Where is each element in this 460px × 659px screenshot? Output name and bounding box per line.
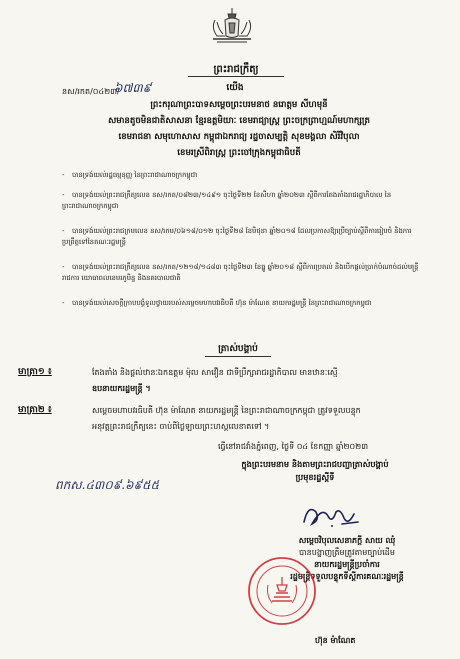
- document-subtitle: យើង: [226, 83, 244, 93]
- preamble-text: បានទ្រង់យល់ព្រះរាជក្រឹត្យលេខ នស/រកត/០៨២៣/១៤៩១ ចុះថ្ងៃទី២២ ខែសីហា ឆ្នាំ២០២៣ ស្តីពីការតែងតាំងរាជរដ្ឋាភិបាល នៃព្រះរាជាណាចក្រកម្ពុជា: [62, 191, 392, 210]
- preamble-text: បានទ្រង់យល់រដ្ឋធម្មនុញ្ញ នៃព្រះរាជាណាចក្រកម្ពុជា: [72, 171, 198, 179]
- issue-date: ធ្វើនៅរាជវាំងភ្នំពេញ, ថ្ងៃទី ០៤ ខែកញ្ញា ឆ្នាំ២០២៣: [218, 442, 369, 451]
- bullet-dash: -: [62, 191, 65, 199]
- official-title-3: រដ្ឋមន្ត្រីទទួលបន្ទុកទីស្តីការគណៈរដ្ឋមន្ត្រី: [290, 572, 404, 581]
- authority-line-1: ក្នុងព្រះបរមនាម និងតាមព្រះរាជបញ្ជាត្រាស់បង្គាប់: [241, 459, 389, 469]
- authority-line-2: ប្រមុខរដ្ឋស្តីទី: [295, 472, 335, 482]
- reference-handwritten-number: ៦៧៣៩: [114, 81, 152, 95]
- document-title: ព្រះរាជក្រឹត្យ: [213, 64, 259, 75]
- article-2-line-2: អនុវត្តព្រះរាជក្រឹត្យនេះ ចាប់ពីថ្ងៃឡាយព្រះហស្តលេខាតទៅ ។: [92, 422, 270, 431]
- official-seal-icon: [246, 555, 318, 627]
- preamble-item: [62, 190, 420, 211]
- prelude-line-2: សមានតូចមិនជាតិសាសនា ខ្មែរឧត្តមិយាៈ ខេមរាជ្យាស្រ្ត ព្រះចក្រព្រាហ្មណ៍មហាក្សត្រ: [108, 116, 370, 126]
- official-title-1: បានបង្ហាញត្រឹមត្រូវតាមច្បាប់ដើម: [299, 548, 395, 557]
- prelude-line-4: ខេមរស្រីពិរាស្រ្ត ព្រះចៅក្រុងកម្ពុជាធិបតី: [177, 148, 301, 158]
- handwritten-signature: [296, 498, 366, 536]
- preamble-text: បានទ្រង់យល់សេចក្តីក្រាបបង្គំទូលថ្វាយរបស់សម្តេចមហាបវរធិបតី ហ៊ុន ម៉ាណែត នាយករដ្ឋមន្ត្រី នៃព្រះរាជាណាចក្រកម្ពុជា: [72, 299, 372, 307]
- article-1-line-2: ឧបនាយករដ្ឋមន្ត្រី ។: [92, 384, 151, 393]
- article-2-label: មាត្រា២ ៖: [18, 405, 52, 415]
- bullet-dash: -: [62, 227, 65, 235]
- authority-block: [210, 458, 420, 484]
- article-2-line-1: សម្តេចមហាបវរធិបតី ហ៊ុន ម៉ាណែត នាយករដ្ឋមន្ត្រី នៃព្រះរាជាណាចក្រកម្ពុជា ត្រូវទទួលបន្ទុក: [92, 406, 361, 415]
- reference-number: នស/រកត/០៤២៣/: [62, 87, 120, 96]
- official-title-2: នាយករដ្ឋមន្ត្រីប្រចាំការ: [314, 560, 380, 569]
- prime-minister-name: ហ៊ុន ម៉ាណែត: [315, 636, 356, 645]
- article-1-line-1: តែងតាំង និងផ្តល់ឋានៈឯកឧត្តម ម៉ុល សាវឿន ជាទីប្រឹក្សារាជរដ្ឋាភិបាល មានឋានៈស្មើ: [92, 368, 338, 377]
- preamble-item: [62, 226, 420, 247]
- bullet-dash: -: [62, 171, 65, 179]
- heading-underline: [205, 356, 271, 357]
- article-1-label: មាត្រា១ ៖: [18, 367, 52, 377]
- preamble-item: [62, 298, 420, 309]
- registration-handwritten-number: ពកស.៤៣០៩.៦៩៥៥: [55, 478, 160, 492]
- prelude-line-1: ព្រះករុណាព្រះបាទសម្តេចព្រះបរមនាថ នរោត្តម សីហមុនី: [150, 100, 328, 110]
- bullet-dash: -: [62, 299, 65, 307]
- prelude-line-3: ខេមរាជនា សមុហោសាស កម្ពុជាឯករាជ្យ រដ្ឋចាសម្បត្តិ សុខមង្គលា សិរីវិបុលា: [118, 132, 360, 142]
- preamble-text: បានទ្រង់យល់ព្រះរាជក្រឹត្យលេខ នស/រកត/១២១៨/១៤៨៣ ចុះថ្ងៃទី២៣ ខែធ្នូ ឆ្នាំ២០១៨ ស្តីពីការប្រគល់ និងបើកផ្តល់ប្រាក់បំណាច់ដល់មន្ត្រីរាជការ យោធាពលខេមរភូមិន្ទ និងនគរបាលជាតិ: [62, 263, 419, 282]
- preamble-text: បានទ្រង់យល់ព្រះរាជក្រមលេខ នស/រកម/០៦១៨/០១២ ចុះថ្ងៃទី២៨ ខែមិថុនា ឆ្នាំ២០១៨ ដែលប្រកាសឱ្យប្រើច្បាប់ស្តីពីការរៀបចំ និងការប្រព្រឹត្តទៅនៃគណៈរដ្ឋមន្ត្រី: [62, 227, 412, 246]
- royal-emblem-icon: [207, 6, 257, 46]
- official-name: សម្តេចវិបុលសេនាភក្តី សាយ ឈុំ: [298, 536, 396, 545]
- preamble-item: [62, 262, 420, 283]
- bullet-dash: -: [62, 263, 65, 271]
- preamble-item: [62, 170, 420, 181]
- decree-heading: ត្រាស់បង្គាប់: [218, 344, 258, 354]
- title-underline: [188, 76, 284, 77]
